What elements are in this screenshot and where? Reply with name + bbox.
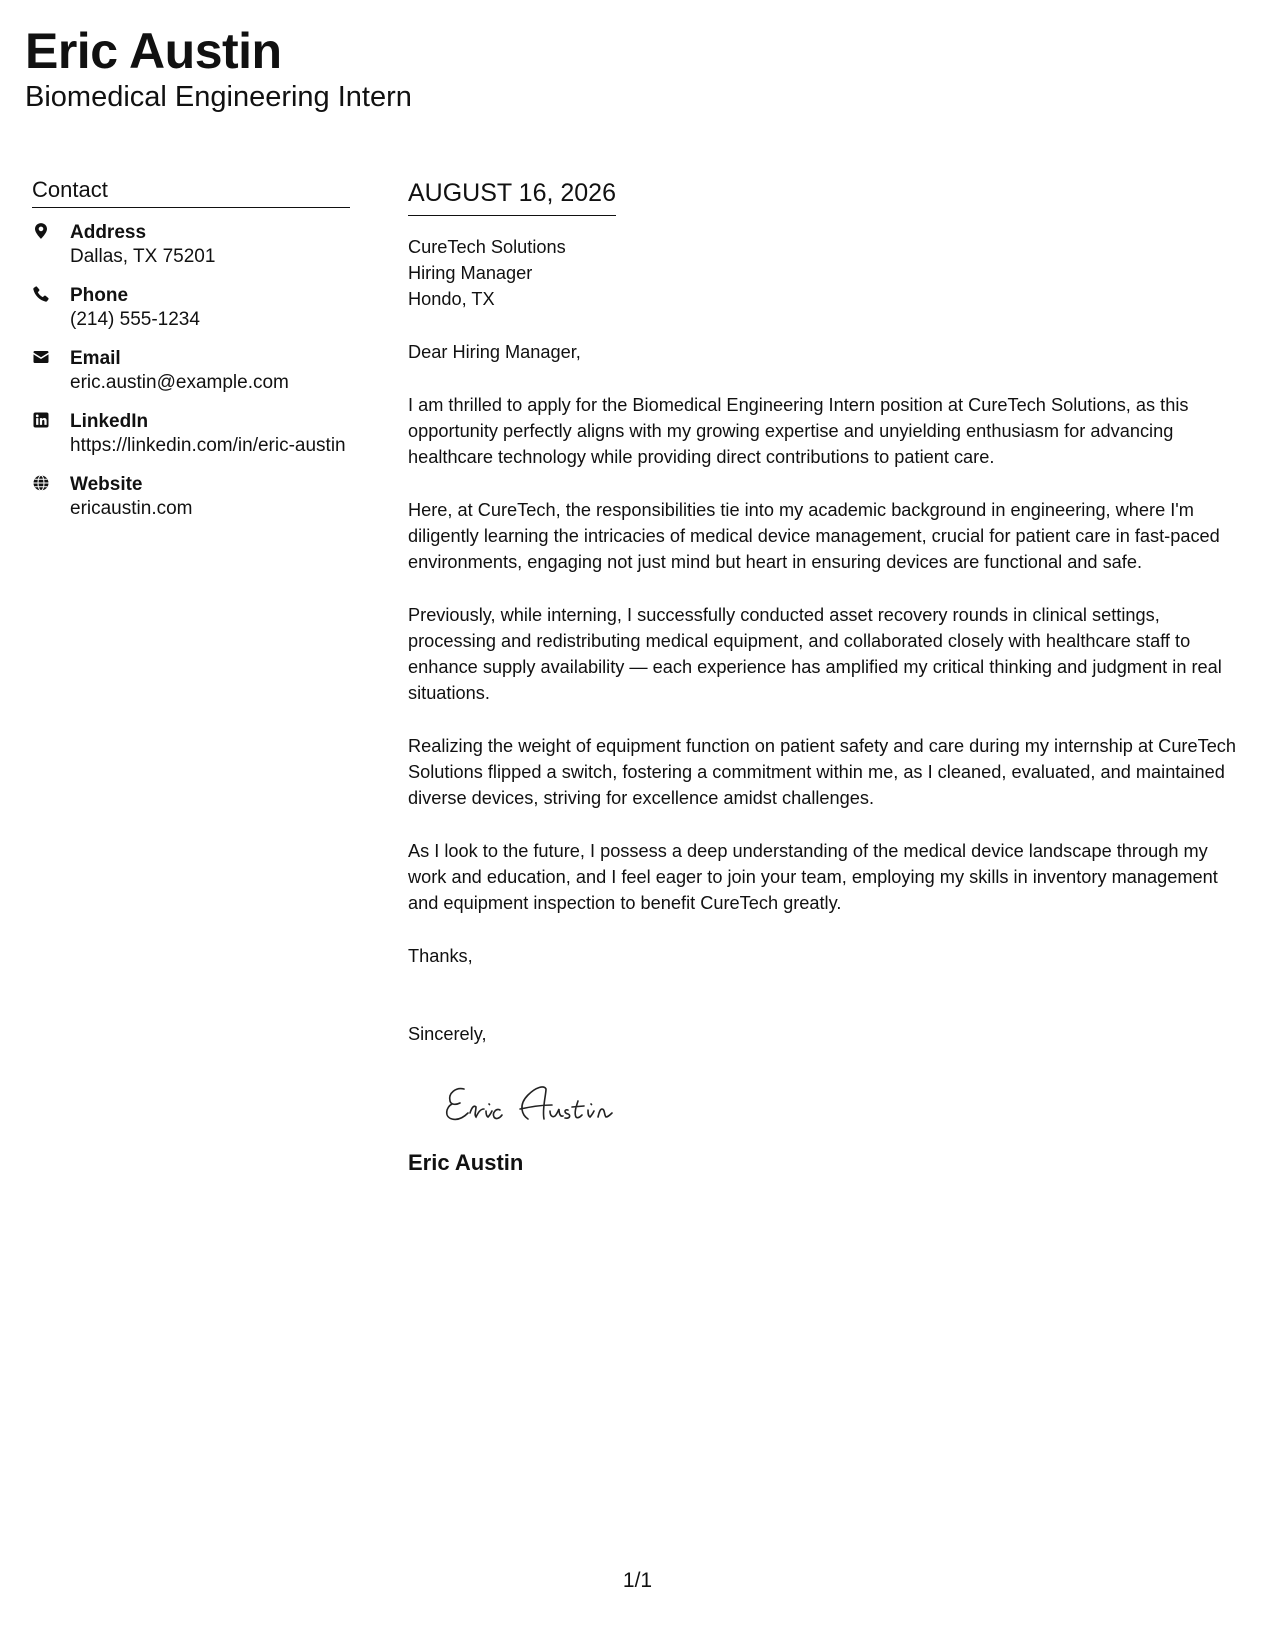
contact-item-phone bbox=[32, 283, 350, 332]
page-number: 1/1 bbox=[622, 1569, 653, 1592]
contact-item-address bbox=[32, 220, 350, 269]
phone-value: (214) 555-1234 bbox=[70, 309, 200, 330]
resume-header bbox=[25, 22, 412, 114]
letter-paragraph: Here, at CureTech, the responsibilities tie into my academic background in engineering, where I'm diligently learning the intricacies of medical device management, crucial for patient care in fast-paced environments, engaging not just mind but heart in ensuring devices are functional and safe. bbox=[408, 500, 1220, 572]
contact-item-website bbox=[32, 472, 350, 521]
handwritten-signature bbox=[442, 1075, 1248, 1129]
globe-icon bbox=[32, 472, 70, 492]
cover-letter-body bbox=[408, 178, 1248, 1177]
linkedin-icon bbox=[32, 409, 70, 429]
contact-heading: Contact bbox=[32, 176, 350, 208]
map-pin-icon bbox=[32, 220, 70, 240]
contact-label: Email bbox=[70, 348, 121, 369]
email-value: eric.austin@example.com bbox=[70, 372, 289, 393]
contact-label: Phone bbox=[70, 285, 129, 306]
signer-name: Eric Austin bbox=[408, 1150, 524, 1175]
contact-sidebar bbox=[32, 176, 350, 535]
letter-date: AUGUST 16, 2026 bbox=[408, 178, 616, 216]
contact-label: LinkedIn bbox=[70, 411, 149, 432]
salutation: Dear Hiring Manager, bbox=[408, 342, 581, 362]
recipient-company: CureTech Solutions bbox=[408, 237, 566, 257]
contact-label: Website bbox=[70, 474, 143, 495]
contact-label: Address bbox=[70, 222, 147, 243]
address-value: Dallas, TX 75201 bbox=[70, 246, 216, 267]
phone-icon bbox=[32, 283, 70, 303]
letter-paragraph: Previously, while interning, I successfully conducted asset recovery rounds in clinical settings, processing and redistributing medical equipment, and collaborated closely with healthcare staff to enhance supply availability — each experience has amplified my critical thinking and judgment in real situations. bbox=[408, 605, 1222, 703]
letter-paragraph: I am thrilled to apply for the Biomedical Engineering Intern position at CureTech Solutions, as this opportunity perfectly aligns with my growing expertise and unyielding enthusiasm for advancing healthcare technology while providing direct contributions to patient care. bbox=[408, 395, 1189, 467]
applicant-title: Biomedical Engineering Intern bbox=[25, 81, 412, 113]
recipient-location: Hondo, TX bbox=[408, 289, 495, 309]
contact-item-email bbox=[32, 346, 350, 395]
linkedin-value[interactable]: https://linkedin.com/in/eric-austin bbox=[70, 435, 346, 456]
envelope-icon bbox=[32, 346, 70, 366]
contact-item-linkedin bbox=[32, 409, 350, 458]
recipient-role: Hiring Manager bbox=[408, 263, 533, 283]
letter-paragraph: Realizing the weight of equipment function on patient safety and care during my internship at CureTech Solutions flipped a switch, fostering a commitment within me, as I cleaned, evaluated, and maintained diverse devices, striving for excellence amidst challenges. bbox=[408, 736, 1237, 808]
applicant-name: Eric Austin bbox=[25, 23, 282, 79]
closing-thanks: Thanks, bbox=[408, 946, 473, 966]
website-value[interactable]: ericaustin.com bbox=[70, 498, 193, 519]
closing-sincerely: Sincerely, bbox=[408, 1024, 487, 1044]
letter-paragraph: As I look to the future, I possess a deep understanding of the medical device landscape through my work and education, and I feel eager to join your team, employing my skills in inventory management and equipment inspection to benefit CureTech greatly. bbox=[408, 841, 1218, 913]
recipient-block bbox=[408, 234, 1248, 312]
